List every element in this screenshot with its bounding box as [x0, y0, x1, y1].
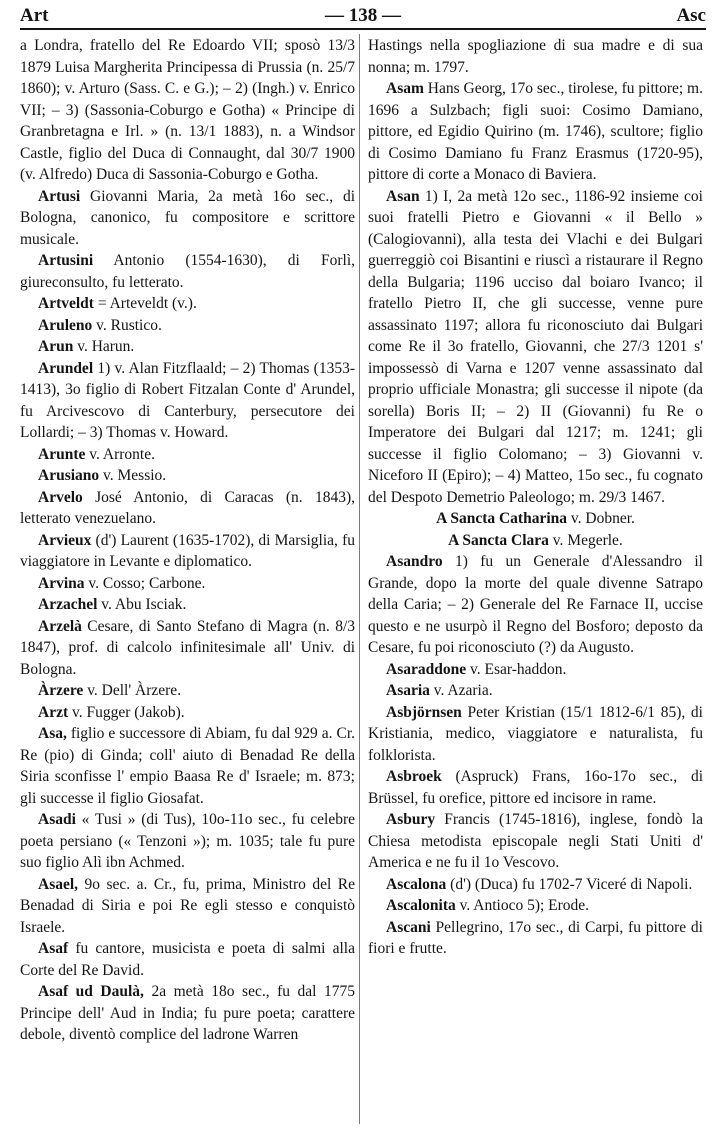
- entry: [20, 444, 355, 466]
- header-left-guide-word: Art: [20, 5, 49, 26]
- entry: [20, 465, 355, 487]
- entry-text: a Londra, fratello del Re Edoardo VII; sposò 13/3 1879 Luisa Margherita Principessa di Prussia (n. 25/7 1860); v. Arturo (Sass. C. e G.); – 2) (Ingh.) v. Enrico VII; – 3) (Sassonia-Coburgo e Gotha) « Principe di Granbretagna e Irl. » (n. 13/1 1883), n. a Windsor Castle, figlio del Duca di Connaught, dal 30/7 1900 (v. Alfredo) Duca di Sassonia-Coburgo e Gotha.: [20, 37, 355, 183]
- entry-headword: Asbjörnsen: [386, 703, 462, 721]
- entry: [368, 702, 703, 767]
- entry-headword: Artusi: [38, 187, 81, 205]
- entry: [368, 35, 703, 78]
- entry-headword: Arun: [38, 338, 74, 355]
- entry-text: v. Harun.: [73, 338, 135, 355]
- entry: [20, 680, 355, 702]
- entry-headword: Ascani: [386, 918, 431, 936]
- entry-text: Antonio (1554-1630), di Forlì, giureconsulto, fu letterato.: [20, 252, 355, 291]
- entry: [20, 981, 355, 1046]
- entry: [368, 530, 703, 552]
- entry-headword: A Sancta Clara: [448, 531, 549, 549]
- entry-text: 1) fu un Generale d'Alessandro il Grande, dopo la morte del quale divenne Satrapo della Caria; – 2) Generale del Re Farnace II, uccise questo e ne usurpò il Regno del Bosforo; deposto da Cesare, fu poi riconosciuto (?) da Augusto.: [368, 553, 703, 656]
- entry-text: Pellegrino, 17o sec., di Carpi, fu pittore di fiori e frutte.: [368, 918, 703, 957]
- entry-text: Hastings nella spogliazione di sua madre e di sua nonna; m. 1797.: [368, 37, 703, 76]
- entry: [368, 874, 703, 896]
- entry: [20, 293, 355, 315]
- entry: [368, 895, 703, 917]
- entry-headword: Arusiano: [38, 467, 100, 484]
- running-header: [20, 2, 706, 30]
- entry-text: fu cantore, musicista e poeta di salmi alla Corte del Re David.: [20, 940, 355, 979]
- entry-text: = Arteveldt (v.).: [93, 295, 197, 312]
- page-number: — 138 —: [325, 5, 401, 26]
- entry-text: v. Cosso; Carbone.: [84, 574, 206, 592]
- left-column: [20, 35, 355, 1046]
- entry-headword: Asbroek: [386, 768, 442, 785]
- entry-text: v. Rustico.: [92, 316, 162, 334]
- entry: [368, 680, 703, 702]
- entry-headword: Aruleno: [38, 316, 93, 334]
- entry: [20, 530, 355, 573]
- entry-headword: Ascalona: [386, 875, 447, 893]
- header-right-guide-word: Asc: [676, 5, 706, 26]
- entry: [20, 35, 355, 186]
- entry: [368, 551, 703, 659]
- entry-text: 1) v. Alan Fitzflaald; – 2) Thomas (1353-1413), 3o figlio di Robert Fitzalan Conte d' Arundel, fu Arcivescovo di Canterbury, persecutore dei Lollardi; – 3) Thomas v. Howard.: [20, 359, 355, 441]
- entry-headword: Artveldt: [38, 295, 94, 312]
- entry-headword: Ascalonita: [386, 897, 456, 914]
- entry-headword: Arvina: [38, 574, 85, 592]
- right-column: [368, 35, 703, 960]
- entry-text: (Aspruck) Frans, 16o-17o sec., di Brüssel, fu orefice, pittore ed incisore in rame.: [368, 768, 703, 807]
- entry-headword: Asan: [386, 187, 420, 205]
- entry-text: v. Esar-haddon.: [466, 660, 567, 678]
- entry: [20, 616, 355, 681]
- entry-headword: Asaf: [38, 940, 69, 957]
- entry-text: « Tusi » (di Tus), 10o-11o sec., fu celebre poeta persiano (« Tenzoni »); m. 1035; tale fu pure suo figlio Alì ibn Achmed.: [20, 811, 355, 871]
- entry-text: v. Fugger (Jakob).: [68, 703, 185, 721]
- entry-headword: Arzelà: [38, 617, 82, 635]
- entry-text: (d') (Duca) fu 1702-7 Viceré di Napoli.: [446, 875, 693, 893]
- entry-text: v. Arronte.: [85, 445, 155, 463]
- entry-text: figlio e successore di Abiam, fu dal 929 a. Cr. Re (pio) di Ginda; coll' aiuto di Benadad Re della Siria sconfisse l' empio Baasa Re d' Israele; m. 873; gli successe il figlio Giosafat.: [20, 725, 355, 807]
- entry-text: Hans Georg, 17o sec., tirolese, fu pittore; m. 1696 a Sulzbach; figli suoi: Cosimo Damiano, pittore, ed Egidio Quirino (m. 1746), scultore; figlio di Cosimo Damiano fu Franz Erasmus (1720-95), pittore di corte a Monaco di Baviera.: [368, 80, 703, 183]
- entry-headword: A Sancta Catharina: [436, 510, 568, 527]
- entry-text: v. Messio.: [99, 467, 167, 484]
- entry-text: v. Dobner.: [567, 510, 635, 527]
- entry: [20, 487, 355, 530]
- entry-headword: Arunte: [38, 445, 86, 463]
- entry: [20, 358, 355, 444]
- entry: [20, 938, 355, 981]
- entry: [368, 809, 703, 874]
- entry-headword: Asbury: [386, 811, 436, 828]
- entry-headword: Arzt: [38, 703, 69, 721]
- entry-text: v. Dell' Àrzere.: [83, 682, 182, 699]
- entry-headword: Asaria: [386, 682, 430, 699]
- entry-text: Francis (1745-1816), inglese, fondò la Chiesa metodista episcopale negli Stati Uniti d' America e ne fu il 1o Vescovo.: [368, 811, 703, 871]
- entry-text: v. Azaria.: [429, 682, 493, 699]
- entry: [20, 186, 355, 251]
- entry: [368, 917, 703, 960]
- entry-text: v. Megerle.: [548, 531, 623, 549]
- entry-text: 9o sec. a. Cr., fu, prima, Ministro del Re Benadad di Siria e poi Re egli stesso e conquistò Israele.: [20, 875, 355, 936]
- entry: [368, 78, 703, 186]
- entry-text: José Antonio, di Caracas (n. 1843), letterato venezuelano.: [20, 488, 355, 527]
- entry-headword: Asadi: [38, 811, 76, 828]
- entry: [20, 809, 355, 874]
- entry-headword: Asandro: [386, 553, 443, 570]
- entry: [20, 315, 355, 337]
- entry-headword: Arvieux: [38, 531, 92, 549]
- entry: [20, 702, 355, 724]
- entry-headword: Arzachel: [38, 596, 98, 613]
- entry-headword: Asael,: [38, 875, 79, 893]
- entry: [20, 723, 355, 809]
- entry: [368, 508, 703, 530]
- entry-headword: Artusini: [38, 252, 94, 269]
- entry-text: 1) I, 2a metà 12o sec., 1186-92 insieme coi suoi fratelli Pietro e Giovanni « il Bello » (Calogiovanni), alla testa dei Vlachi e dei Bulgari guerreggiò coi Bisantini e riuscì a ristaurare il Regno della Bulgaria; 1196 ucciso dal boiaro Ivanco; il fratello Pietro II, che gli successe, venne pure assassinato 1197; allora fu riconosciuto dai Bulgari come Re il 3o fratello, Giovanni, che 27/3 1201 s' impossessò di Varna e 1207 venne assassinato dal proprio ufficiale Monastra; gli successe il nipote (da sorella) Boris II; – 2) II (Giovanni) fu Re o Imperatore dei Bulgari dal 1217; m. 1241; gli successe il figlio Colomano; – 3) Giovanni v. Niceforo II (Epiro); – 4) Matteo, 15o sec., fu cognato del Despoto Demetrio Paleologo; m. 29/3 1467.: [368, 187, 703, 506]
- column-divider: [359, 34, 360, 1124]
- entry-text: Cesare, di Santo Stefano di Magra (n. 8/3 1847), prof. di calcolo infinitesimale all' Univ. di Bologna.: [20, 617, 355, 678]
- entry: [20, 594, 355, 616]
- entry-headword: Arundel: [38, 359, 94, 377]
- entry: [20, 250, 355, 293]
- entry-headword: Àrzere: [38, 682, 84, 699]
- entry-text: Giovanni Maria, 2a metà 16o sec., di Bologna, canonico, fu compositore e scrittore musicale.: [20, 187, 355, 248]
- entry: [368, 659, 703, 681]
- entry: [20, 336, 355, 358]
- entry: [368, 186, 703, 509]
- entry: [20, 573, 355, 595]
- entry: [368, 766, 703, 809]
- entry-headword: Asaraddone: [386, 660, 467, 678]
- entry-text: 2a metà 18o sec., fu dal 1775 Principe dell' Aud in India; fu pure poeta; carattere debole, diventò complice del ladrone Warren: [20, 983, 356, 1043]
- entry-text: Peter Kristian (15/1 1812-6/1 85), di Kristiania, medico, viaggiatore e naturalista, fu folklorista.: [368, 703, 703, 764]
- entry-headword: Asaf ud Daulà,: [38, 983, 144, 1000]
- entry-headword: Arvelo: [38, 488, 83, 506]
- entry-text: v. Abu Isciak.: [97, 596, 187, 613]
- entry: [20, 874, 355, 939]
- entry-headword: Asam: [386, 80, 424, 97]
- entry-text: (d') Laurent (1635-1702), di Marsiglia, fu viaggiatore in Levante e diplomatico.: [20, 531, 355, 570]
- entry-headword: Asa,: [38, 725, 67, 742]
- entry-text: v. Antioco 5); Erode.: [455, 897, 590, 914]
